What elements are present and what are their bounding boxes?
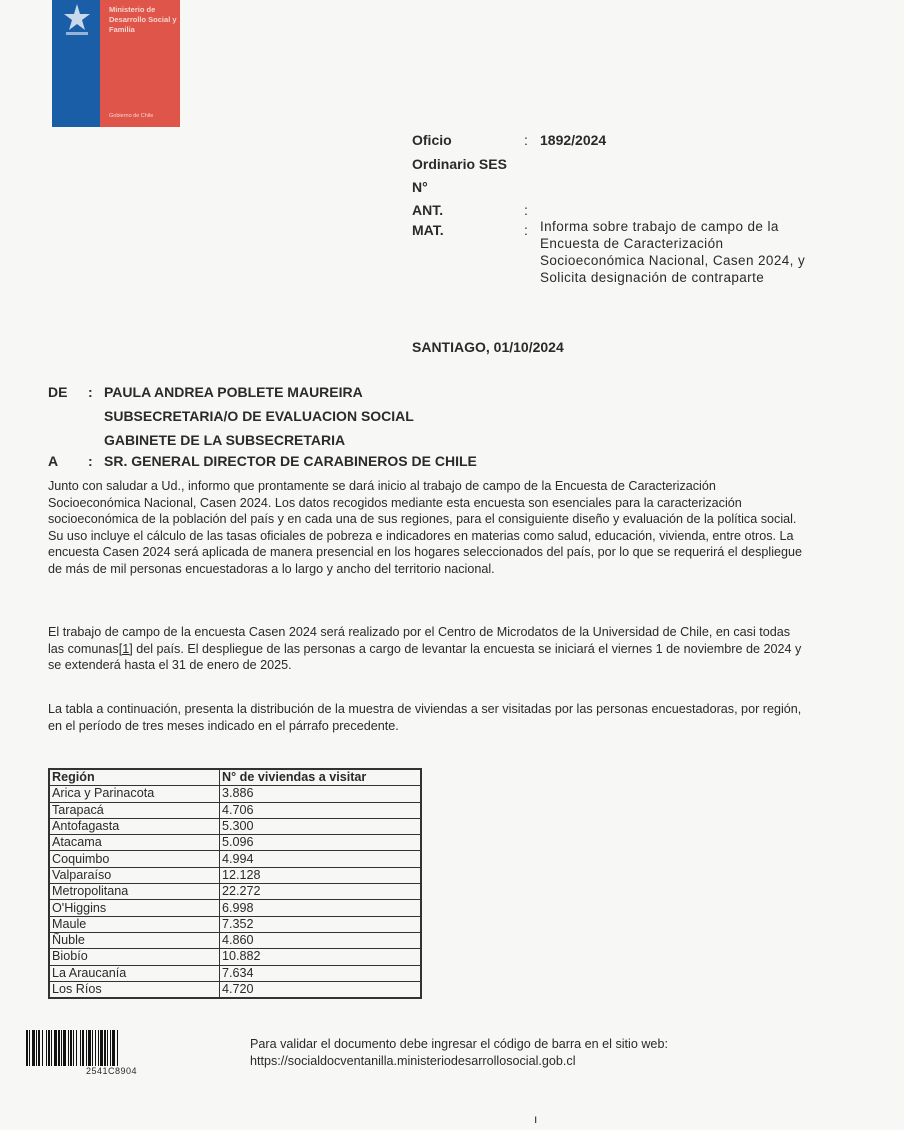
- validation-text: Para validar el documento debe ingresar el código de barra en el sitio web:: [250, 1037, 668, 1051]
- de-name: PAULA ANDREA POBLETE MAUREIRA: [104, 384, 363, 400]
- ant-colon: :: [524, 202, 528, 218]
- a-recipient: SR. GENERAL DIRECTOR DE CARABINEROS DE CHILE: [104, 453, 477, 469]
- viviendas-cell: 4.860: [220, 932, 422, 948]
- region-cell: O'Higgins: [49, 900, 220, 916]
- table-row: [49, 867, 421, 883]
- viviendas-cell: 7.352: [220, 916, 422, 932]
- region-cell: Biobío: [49, 949, 220, 965]
- mat-colon: :: [524, 222, 528, 238]
- coat-of-arms-icon: [62, 2, 92, 42]
- viviendas-cell: 6.998: [220, 900, 422, 916]
- a-label: A: [48, 453, 59, 469]
- region-cell: Maule: [49, 916, 220, 932]
- table-row: [49, 916, 421, 932]
- mat-value: Informa sobre trabajo de campo de la Encuesta de Caracterización Socioeconómica Nacional, Casen 2024, y Solicita designación de contraparte: [540, 219, 806, 285]
- footnote-link[interactable]: [1]: [118, 641, 133, 656]
- oficio-label: Oficio: [412, 132, 452, 148]
- barcode-number: 2541C8904: [86, 1066, 138, 1076]
- viviendas-cell: 4.720: [220, 981, 422, 998]
- validation-note: [250, 1036, 668, 1070]
- region-cell: Atacama: [49, 835, 220, 851]
- de-position: SUBSECRETARIA/O DE EVALUACION SOCIAL: [104, 408, 414, 424]
- viviendas-cell: 5.300: [220, 818, 422, 834]
- mat-label: MAT.: [412, 222, 444, 238]
- table-row: [49, 949, 421, 965]
- table-row: [49, 786, 421, 802]
- logo-gov-text: Gobierno de Chile: [109, 113, 154, 119]
- table-row: [49, 900, 421, 916]
- ant-label: ANT.: [412, 202, 444, 218]
- header-region: Región: [49, 769, 220, 786]
- ministry-logo: [52, 0, 180, 127]
- viviendas-cell: 12.128: [220, 867, 422, 883]
- region-cell: Antofagasta: [49, 818, 220, 834]
- page-mark: ı: [534, 1112, 538, 1126]
- paragraph-2-end: del país. El despliegue de las personas a cargo de levantar la encuesta se iniciará el viernes 1 de noviembre de 2024 y se extenderá hasta el 31 de enero de 2025.: [48, 641, 802, 672]
- region-cell: Valparaíso: [49, 867, 220, 883]
- region-cell: La Araucanía: [49, 965, 220, 981]
- viviendas-cell: 4.706: [220, 802, 422, 818]
- viviendas-cell: 10.882: [220, 949, 422, 965]
- table-header-row: [49, 769, 421, 786]
- region-cell: Arica y Parinacota: [49, 786, 220, 802]
- document-date: SANTIAGO, 01/10/2024: [412, 339, 564, 355]
- numero-label: N°: [412, 179, 428, 195]
- region-cell: Metropolitana: [49, 884, 220, 900]
- viviendas-cell: 22.272: [220, 884, 422, 900]
- table-row: [49, 965, 421, 981]
- ordinario-label: Ordinario SES: [412, 156, 507, 172]
- table-row: [49, 981, 421, 998]
- paragraph-1: Junto con saludar a Ud., informo que prontamente se dará inicio al trabajo de campo de la Encuesta de Caracterización Socioeconómica Nacional, Casen 2024. Los datos recogidos mediante esta encuesta son esenciales para la caracterización socioeconómica de la población del país y en cada una de sus regiones, para el consiguiente diseño y evaluación de la política social. Su uso incluye el cálculo de las tasas oficiales de pobreza e indicadores en materias como salud, educación, vivienda, entre otros. La encuesta Casen 2024 será aplicada de manera presencial en los hogares seleccionados del país, por lo que se requerirá el despliegue de más de mil personas encuestadoras a lo largo y ancho del territorio nacional.: [48, 479, 803, 576]
- a-colon: :: [88, 453, 93, 469]
- viviendas-cell: 7.634: [220, 965, 422, 981]
- de-office: GABINETE DE LA SUBSECRETARIA: [104, 432, 346, 448]
- table-row: [49, 884, 421, 900]
- barcode-icon: [26, 1030, 206, 1066]
- viviendas-cell: 4.994: [220, 851, 422, 867]
- viviendas-cell: 3.886: [220, 786, 422, 802]
- paragraph-2: [48, 624, 808, 674]
- table-row: [49, 835, 421, 851]
- validation-url[interactable]: https://socialdocventanilla.ministeriodesarrollosocial.gob.cl: [250, 1054, 576, 1068]
- de-label: DE: [48, 384, 68, 400]
- table-row: [49, 851, 421, 867]
- table-row: [49, 802, 421, 818]
- housing-distribution-table: [48, 768, 422, 999]
- oficio-value: 1892/2024: [540, 132, 607, 148]
- paragraph-2-start: El trabajo de campo de la encuesta Casen 2024 será realizado por el Centro de Microdatos de la Universidad de Chile, en casi todas las comunas: [48, 625, 791, 656]
- logo-ministry-text: Ministerio de Desarrollo Social y Familia: [109, 5, 177, 34]
- table-row: [49, 932, 421, 948]
- de-colon: :: [88, 384, 93, 400]
- region-cell: Coquimbo: [49, 851, 220, 867]
- paragraph-3: La tabla a continuación, presenta la distribución de la muestra de viviendas a ser visitadas por las personas encuestadoras, por región, en el período de tres meses indicado en el párrafo precedente.: [48, 702, 802, 733]
- viviendas-cell: 5.096: [220, 835, 422, 851]
- table-row: [49, 818, 421, 834]
- region-cell: Ñuble: [49, 932, 220, 948]
- region-cell: Tarapacá: [49, 802, 220, 818]
- region-cell: Los Ríos: [49, 981, 220, 998]
- oficio-colon: :: [524, 132, 528, 148]
- header-viviendas: N° de viviendas a visitar: [220, 769, 422, 786]
